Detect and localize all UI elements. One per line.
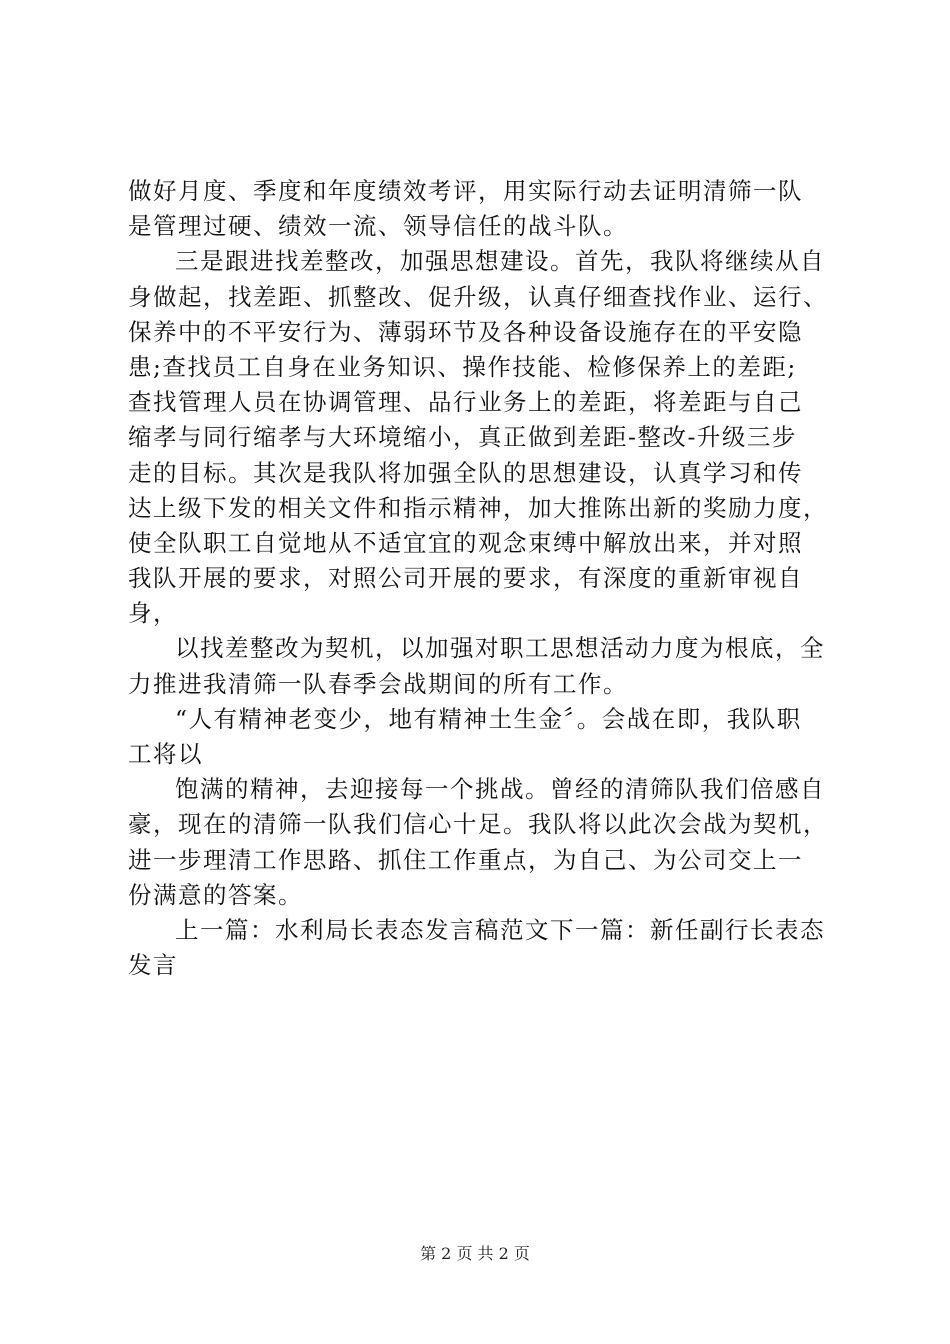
page-number-footer: 第 2 页 共 2 页 — [420, 1244, 530, 1263]
text-line: 走的目标。其次是我队将加强全队的思想建设，认真学习和传 — [128, 458, 803, 487]
paragraph-start-line: 以找差整改为契机，以加强对职工思想活动力度为根底，全 — [175, 634, 825, 663]
text-line: 身， — [128, 599, 178, 628]
text-line: 力推进我清筛一队春季会战期间的所有工作。 — [128, 669, 628, 698]
text-line: 查找管理人员在协调管理、品行业务上的差距，将差距与自己 — [128, 388, 803, 417]
paragraph-start-line: “人有精神老变少，地有精神土生金〞。会战在即，我队职 — [175, 704, 802, 733]
paragraph-start-line: 饱满的精神，去迎接每一个挑战。曾经的清筛队我们倍感自 — [175, 775, 825, 804]
text-line: 我队开展的要求，对照公司开展的要求，有深度的重新审视自 — [128, 564, 803, 593]
text-line: 份满意的答案。 — [128, 880, 303, 909]
text-line: 达上级下发的相关文件和指示精神，加大推陈出新的奖励力度， — [128, 493, 828, 522]
text-line: 保养中的不平安行为、薄弱环节及各种设备设施存在的平安隐 — [128, 317, 803, 346]
text-line: 使全队职工自觉地从不适宜宜的观念束缚中解放出来，并对照 — [128, 528, 803, 557]
prev-next-links-line: 上一篇：水利局长表态发言稿范文下一篇：新任副行长表态 — [175, 915, 825, 944]
paragraph-start-line: 三是跟进找差整改，加强思想建设。首先，我队将继续从自 — [175, 247, 825, 276]
text-line: 是管理过硬、绩效一流、领导信任的战斗队。 — [128, 212, 628, 241]
text-line: 进一步理清工作思路、抓住工作重点，为自己、为公司交上一 — [128, 845, 803, 874]
text-line: 发言 — [128, 951, 178, 980]
text-line: 患;查找员工自身在业务知识、操作技能、检修保养上的差距; — [128, 352, 797, 381]
text-line: 身做起，找差距、抓整改、促升级，认真仔细查找作业、运行、 — [128, 282, 828, 311]
text-line: 豪，现在的清筛一队我们信心十足。我队将以此次会战为契机， — [128, 810, 828, 839]
document-body — [128, 174, 848, 983]
text-line: 缩孝与同行缩孝与大环境缩小，真正做到差距-整改-升级三步 — [128, 423, 797, 452]
text-line: 做好月度、季度和年度绩效考评，用实际行动去证明清筛一队 — [128, 177, 803, 205]
text-line: 工将以 — [128, 740, 203, 768]
